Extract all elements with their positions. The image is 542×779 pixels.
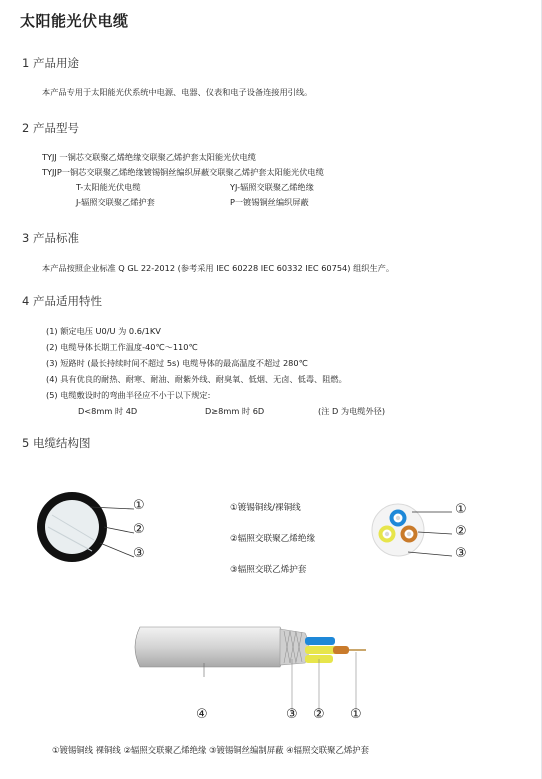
legend-item-1: ①镀锡铜线/裸铜线 bbox=[230, 503, 301, 513]
spec-item-1: (1) 额定电压 U0/U 为 0.6/1KV bbox=[46, 326, 161, 336]
structure-caption: ①镀锡铜线 裸铜线 ②辐照交联聚乙烯绝缘 ③镀锡铜丝编制屏蔽 ④辐照交联聚乙烯护套 bbox=[52, 745, 370, 755]
marker-1-bottom: ① bbox=[350, 707, 362, 722]
outer-sheath bbox=[135, 627, 285, 667]
marker-1-left: ① bbox=[133, 498, 145, 513]
code-yj: YJ-辐照交联聚乙烯绝缘 bbox=[230, 182, 314, 192]
bend-radius-note: (注 D 为电缆外径) bbox=[318, 406, 386, 416]
bend-radius-small: D<8mm 时 4D bbox=[78, 406, 138, 416]
marker-2-left: ② bbox=[133, 522, 145, 537]
marker-3-bottom: ③ bbox=[286, 707, 298, 722]
section-3-heading: 3 产品标准 bbox=[22, 231, 79, 245]
spec-item-5: (5) 电缆敷设时的弯曲半径应不小于以下规定: bbox=[46, 390, 211, 400]
spec-item-4: (4) 具有优良的耐热、耐寒、耐油、耐紫外线、耐臭氧、低烟、无卤、低毒、阻燃。 bbox=[46, 374, 347, 384]
code-p: P一镀锡铜丝编织屏蔽 bbox=[230, 197, 309, 207]
cable-side-view bbox=[120, 615, 380, 715]
marker-3-left: ③ bbox=[133, 546, 145, 561]
page-title: 太阳能光伏电缆 bbox=[20, 12, 129, 30]
single-core-cross-section bbox=[30, 485, 170, 570]
section-1-heading: 1 产品用途 bbox=[22, 56, 79, 70]
marker-3-right: ③ bbox=[455, 546, 467, 561]
braid-shield bbox=[280, 629, 309, 665]
marker-1-right: ① bbox=[455, 502, 467, 517]
multi-core-cross-section bbox=[368, 496, 454, 572]
section-3-text: 本产品按照企业标准 Q GL 22-2012 (参考采用 IEC 60228 IEC 60332 IEC 60754) 组织生产。 bbox=[42, 263, 395, 273]
legend-item-2: ②辐照交联聚乙烯绝缘 bbox=[230, 534, 316, 544]
spec-item-2: (2) 电缆导体长期工作温度-40℃～110℃ bbox=[46, 342, 198, 352]
spec-item-3: (3) 短路时 (最长持续时间不超过 5s) 电缆导体的最高温度不超过 280℃ bbox=[46, 358, 308, 368]
bend-radius-large: D≥8mm 时 6D bbox=[205, 406, 265, 416]
section-5-heading: 5 电缆结构图 bbox=[22, 436, 91, 450]
code-j: J-辐照交联聚乙烯护套 bbox=[76, 197, 155, 207]
code-t: T-太阳能光伏电缆 bbox=[76, 182, 141, 192]
section-2-heading: 2 产品型号 bbox=[22, 121, 79, 135]
legend-item-3: ③辐照交联乙烯护套 bbox=[230, 565, 307, 575]
section-4-heading: 4 产品适用特性 bbox=[22, 294, 102, 308]
model-line-1: TYJJ 一铜芯交联聚乙烯绝缘交联聚乙烯护套太阳能光伏电缆 bbox=[42, 152, 256, 162]
model-line-2: TYJJP一铜芯交联聚乙烯绝缘镀锡铜丝编织屏蔽交联聚乙烯护套太阳能光伏电缆 bbox=[42, 167, 324, 177]
marker-4-bottom: ④ bbox=[196, 707, 208, 722]
marker-2-right: ② bbox=[455, 524, 467, 539]
section-1-text: 本产品专用于太阳能光伏系统中电源、电器、仪表和电子设备连接用引线。 bbox=[42, 87, 313, 97]
marker-2-bottom: ② bbox=[313, 707, 325, 722]
